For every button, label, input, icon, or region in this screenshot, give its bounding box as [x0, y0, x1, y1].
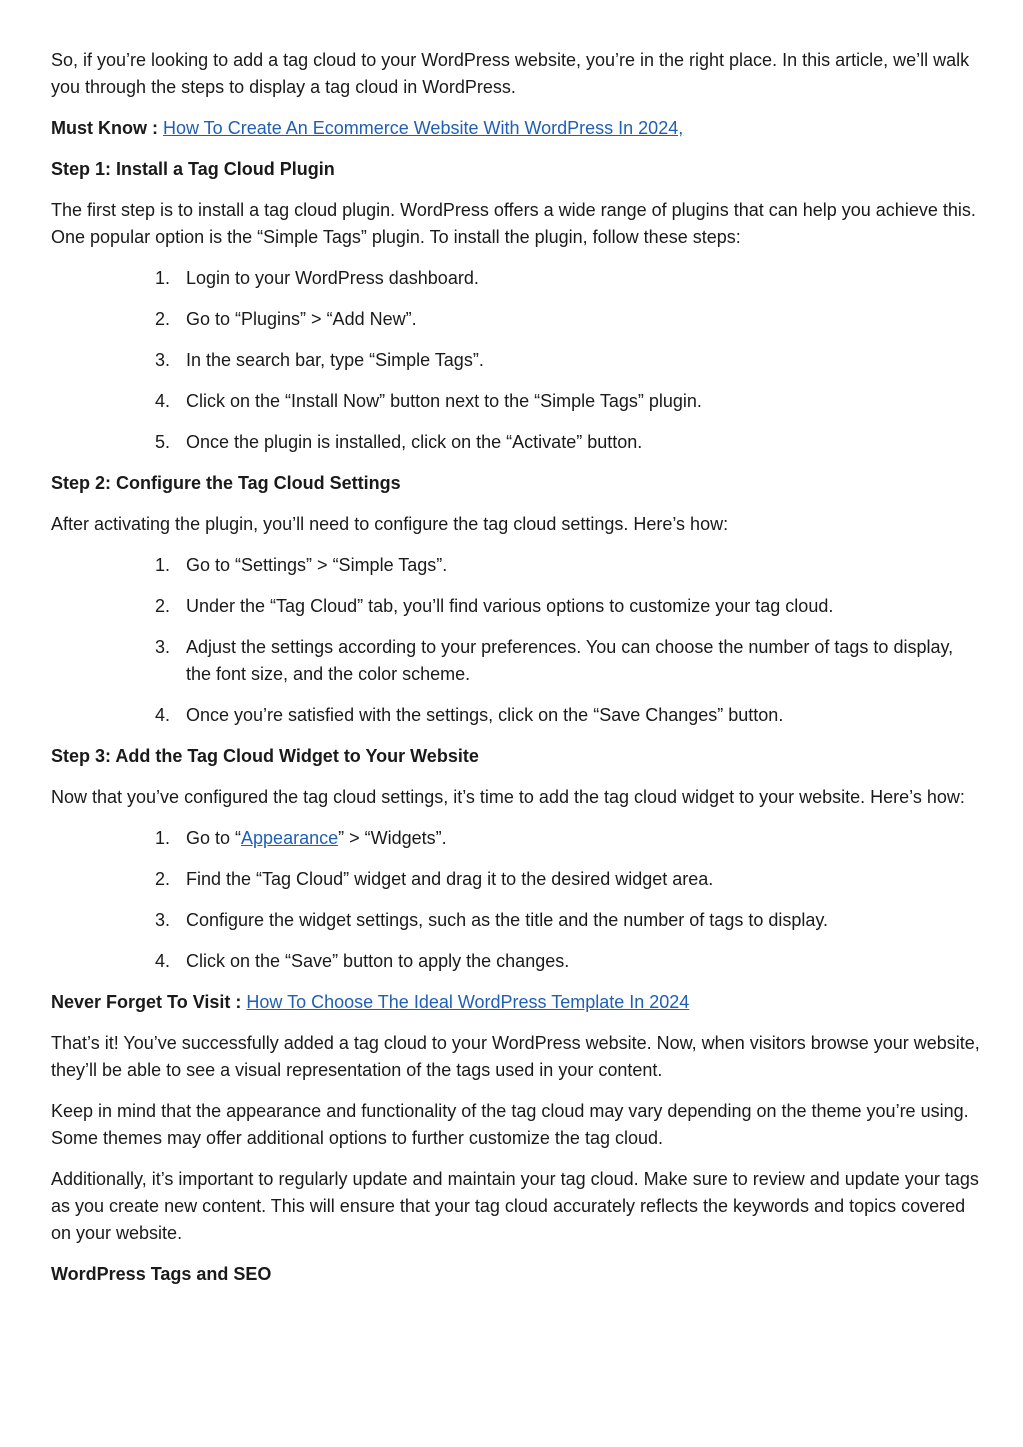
list-number: 3.: [155, 637, 171, 657]
never-forget-link[interactable]: How To Choose The Ideal WordPress Template In 2024: [246, 992, 690, 1012]
list-item: [51, 388, 981, 415]
list-item: [51, 429, 981, 456]
step3-heading: Step 3: Add the Tag Cloud Widget to Your Website: [51, 746, 479, 766]
outro-paragraph: Keep in mind that the appearance and functionality of the tag cloud may vary depending on the theme you’re using. Some themes may offer additional options to further customize the tag cloud.: [51, 1101, 969, 1148]
list-item-text: Click on the “Install Now” button next to the “Simple Tags” plugin.: [186, 391, 702, 411]
list-item-text: Go to “Settings” > “Simple Tags”.: [186, 555, 448, 575]
document-page: [51, 47, 981, 1302]
list-item-text: Once the plugin is installed, click on the “Activate” button.: [186, 432, 643, 452]
list-item-text: Once you’re satisfied with the settings, click on the “Save Changes” button.: [186, 705, 784, 725]
list-item: [51, 265, 981, 292]
list-item: [51, 306, 981, 333]
step2-paragraph: After activating the plugin, you’ll need to configure the tag cloud settings. Here’s how:: [51, 514, 729, 534]
step1-heading: Step 1: Install a Tag Cloud Plugin: [51, 159, 335, 179]
list-number: 3.: [155, 910, 171, 930]
list-number: 5.: [155, 432, 171, 452]
step2-heading: Step 2: Configure the Tag Cloud Settings: [51, 473, 401, 493]
must-know-link[interactable]: How To Create An Ecommerce Website With WordPress In 2024,: [163, 118, 684, 138]
list-number: 3.: [155, 350, 171, 370]
section-heading: WordPress Tags and SEO: [51, 1264, 272, 1284]
list-item-text-suffix: ” > “Widgets”.: [338, 828, 447, 848]
appearance-link[interactable]: Appearance: [241, 828, 339, 848]
list-item: [51, 825, 981, 852]
list-item-text: Adjust the settings according to your preferences. You can choose the number of tags to display, the font size, and the color scheme.: [186, 637, 954, 684]
list-number: 4.: [155, 391, 171, 411]
outro-paragraph: That’s it! You’ve successfully added a tag cloud to your WordPress website. Now, when visitors browse your website, they’ll be able to see a visual representation of the tags used in your content.: [51, 1033, 980, 1080]
list-item: [51, 347, 981, 374]
never-forget-line: [51, 989, 981, 1016]
list-number: 1.: [155, 828, 171, 848]
list-item-text: Click on the “Save” button to apply the changes.: [186, 951, 570, 971]
outro-paragraph: Additionally, it’s important to regularly update and maintain your tag cloud. Make sure to review and update your tags as you create new content. This will ensure that your tag cloud accurately reflects the keywords and topics covered on your website.: [51, 1169, 979, 1243]
list-number: 4.: [155, 705, 171, 725]
must-know-label: Must Know :: [51, 118, 158, 138]
must-know-line: [51, 115, 981, 142]
list-number: 1.: [155, 268, 171, 288]
step2-list: [51, 552, 981, 729]
list-number: 1.: [155, 555, 171, 575]
list-item: [51, 702, 981, 729]
step3-paragraph: Now that you’ve configured the tag cloud settings, it’s time to add the tag cloud widget to your website. Here’s how:: [51, 787, 965, 807]
list-item-text: Configure the widget settings, such as the title and the number of tags to display.: [186, 910, 829, 930]
list-item: [51, 866, 981, 893]
list-number: 2.: [155, 309, 171, 329]
step3-list: [51, 825, 981, 975]
list-number: 4.: [155, 951, 171, 971]
step1-paragraph: The first step is to install a tag cloud plugin. WordPress offers a wide range of plugins that can help you achieve this. One popular option is the “Simple Tags” plugin. To install the plugin, follow these steps:: [51, 200, 976, 247]
list-item: [51, 552, 981, 579]
list-item: [51, 948, 981, 975]
list-item-text-prefix: Go to “: [186, 828, 242, 848]
step1-list: [51, 265, 981, 456]
list-item: [51, 907, 981, 934]
intro-paragraph: So, if you’re looking to add a tag cloud to your WordPress website, you’re in the right place. In this article, we’ll walk you through the steps to display a tag cloud in WordPress.: [51, 50, 970, 97]
never-forget-label: Never Forget To Visit :: [51, 992, 242, 1012]
list-item: [51, 634, 981, 688]
list-item-text: In the search bar, type “Simple Tags”.: [186, 350, 484, 370]
list-number: 2.: [155, 869, 171, 889]
list-item: [51, 593, 981, 620]
list-item-text: Login to your WordPress dashboard.: [186, 268, 479, 288]
list-item-text: Under the “Tag Cloud” tab, you’ll find various options to customize your tag cloud.: [186, 596, 834, 616]
list-item-text: Find the “Tag Cloud” widget and drag it to the desired widget area.: [186, 869, 714, 889]
list-item-text: Go to “Plugins” > “Add New”.: [186, 309, 417, 329]
list-number: 2.: [155, 596, 171, 616]
